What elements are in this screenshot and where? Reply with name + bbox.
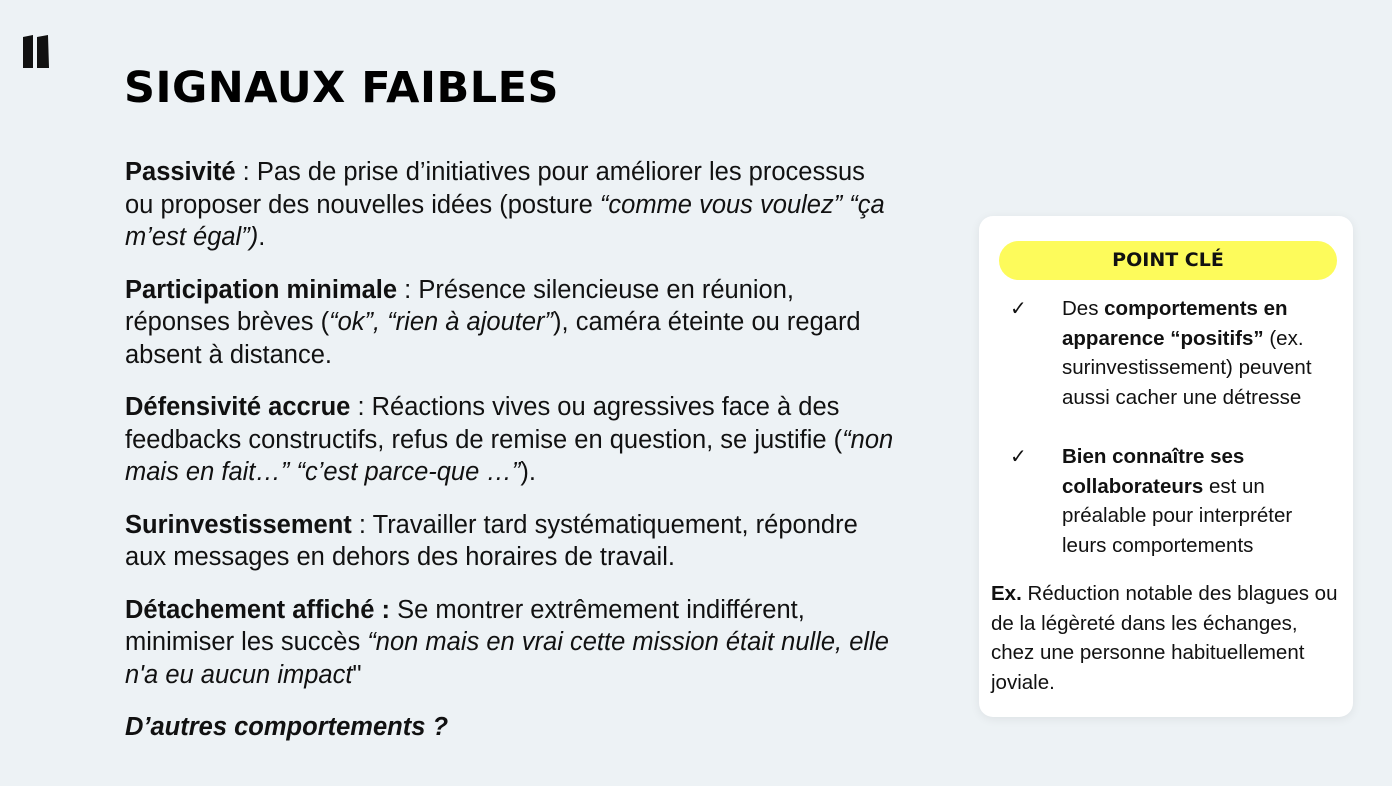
item-end: ). (520, 458, 536, 486)
item-quote: “non mais en fait…” “c’est parce-que …” (125, 425, 894, 486)
list-item (125, 509, 895, 574)
key-point-badge: POINT CLÉ (999, 241, 1337, 280)
item-end: . (258, 223, 266, 251)
list-item (125, 594, 895, 692)
item-text: Pas de prise d’initiatives pour améliorer les processus ou proposer des nouvelles idées (posture (125, 158, 865, 219)
item-quote: “ok”, “rien à ajouter” (329, 308, 554, 336)
item-separator: : (397, 275, 419, 304)
item-text: Travailler tard systématiquement, répondre aux messages en dehors des horaires de travail. (125, 510, 858, 571)
item-separator: : (235, 158, 257, 186)
item-end: ), caméra éteinte ou regard absent à distance. (125, 308, 861, 369)
example-body: Réduction notable des blagues ou de la légèreté dans les échanges, chez une personne habituellement joviale. (991, 582, 1338, 695)
item-term: Participation minimale (125, 275, 398, 304)
list-item (125, 391, 895, 489)
item-text: Se montrer extrêmement indifférent, minimiser les succès (125, 595, 805, 656)
key-point-pre: Des (1062, 297, 1105, 320)
check-icon: ✓ (1010, 298, 1027, 320)
item-quote: “comme vous voulez” “ça m’est égal”) (125, 190, 885, 251)
item-quote: “non mais en vrai cette mission était nulle, elle n'a eu aucun impact (125, 628, 889, 689)
key-point-bold: Bien connaître ses collaborateurs (1062, 445, 1245, 498)
key-point-text (1062, 442, 1342, 561)
item-term: Détachement affiché : (125, 595, 390, 624)
key-point-card (979, 216, 1353, 717)
item-end: " (352, 660, 362, 689)
key-point-bold: comportements en apparence “positifs” (1062, 297, 1288, 350)
key-point-post: (ex. surinvestissement) peuvent aussi cacher une détresse (1062, 326, 1312, 410)
check-icon: ✓ (1010, 446, 1027, 468)
item-text: Réactions vives ou agressives face à des feedbacks constructifs, refus de remise en question, se justifie ( (125, 393, 843, 454)
pause-logo-icon (23, 35, 49, 68)
item-term: Défensivité accrue (125, 393, 351, 421)
example-text (991, 579, 1343, 698)
list-item (125, 274, 895, 372)
item-separator: : (351, 510, 373, 539)
item-term: Surinvestissement (125, 510, 352, 539)
example-label: Ex. (991, 582, 1022, 605)
closing-question: D’autres comportements ? (125, 713, 449, 741)
item-separator: : (350, 393, 372, 421)
signals-list (125, 156, 895, 744)
page-title: SIGNAUX FAIBLES (124, 63, 559, 113)
key-point-post: est un préalable pour interpréter leurs comportements (1062, 474, 1293, 558)
item-term: Passivité (125, 158, 236, 186)
list-item (125, 156, 895, 254)
key-point-text (1062, 294, 1342, 413)
item-text: Présence silencieuse en réunion, réponses brèves ( (125, 275, 794, 336)
